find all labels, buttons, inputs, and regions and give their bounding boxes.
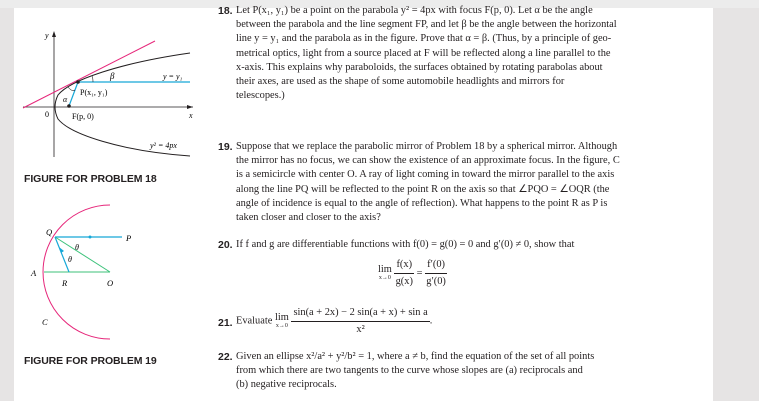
problem-line: telescopes.) [236,90,285,102]
problem-line: the mirror has no focus, we can show the existence of an approximate focus. In the figure, C [236,155,620,167]
lead-text: Evaluate [236,315,273,327]
problem-line: line y = y₁ and the parabola as in the figure. Prove that α = β. (Thus, by a principle of geo- [236,33,612,45]
label-x-axis: x [189,111,193,120]
figure-problem-18 [0,0,215,190]
equals-sign: = [416,268,423,280]
label-theta-1: θ [75,243,79,252]
numerator: f′(0) [425,258,447,274]
alpha-arc [68,87,75,91]
label-alpha: α [63,95,68,104]
problem-19 [218,140,708,225]
label-parabola: y² = 4px [150,141,177,150]
problem-line: from which there are two tangents to the curve whose slopes are (a) reciprocals and [236,365,583,377]
denominator: x² [356,324,365,336]
problem-18 [218,4,708,103]
problem-line: (b) negative reciprocals. [236,379,337,391]
point-f [67,104,71,108]
label-q: Q [46,227,53,237]
label-point: P(x₁, y₁) [80,88,108,97]
problem-number: 22. [218,351,233,363]
tangent-line [23,41,155,108]
limit-equation [378,258,447,289]
problem-number: 18. [218,5,233,17]
numerator: sin(a + 2x) − 2 sin(a + x) + sin a [291,306,429,322]
label-origin: 0 [45,110,49,119]
caption-figure-19: FIGURE FOR PROBLEM 19 [24,355,157,367]
lim-label: lim [378,263,392,275]
y-axis-arrow-icon [52,31,56,37]
problem-line: taken closer and closer to the axis? [236,212,381,224]
lim-subscript: x→0 [275,322,288,329]
problem-line: along the line PQ will be reflected to the point R on the axis so that ∠PQO = ∠OQR (the [236,183,610,195]
label-o: O [107,278,114,288]
point-p [76,80,80,84]
caption-figure-18: FIGURE FOR PROBLEM 18 [24,173,157,185]
x-axis-arrow-icon [187,105,193,109]
problem-line: Suppose that we replace the parabolic mirror of Problem 18 by a spherical mirror. Although [236,141,618,152]
label-r: R [62,278,68,288]
problem-line: between the parabola and the line segment FP, and let β be the angle between the horizontal [236,19,617,31]
label-theta-2: θ [68,255,72,264]
limit-expression [236,306,432,337]
ray-arrow-icon [89,236,92,239]
label-c: C [42,317,48,327]
problem-line: Given an ellipse x²/a² + y²/b² = 1, where a ≠ b, find the equation of the set of all points [236,351,595,362]
lim-subscript: x→0 [378,274,391,281]
problem-number: 21. [218,317,233,329]
label-line: y = y₁ [163,72,183,81]
denominator: g′(0) [426,276,446,288]
label-focus: F(p, 0) [72,112,94,121]
lim-label: lim [274,311,289,323]
beta-arc [92,76,93,82]
problem-number: 20. [218,239,233,251]
problem-line: is a semicircle with center O. A ray of light coming in toward the mirror parallel to the axis [236,169,615,181]
denominator: g(x) [395,276,413,288]
problem-20 [218,238,708,288]
problem-line: their axes, are used as the shape of some automobile headlights and mirrors for [236,76,565,88]
period: . [429,315,433,327]
label-y-axis: y [45,31,49,40]
numerator: f(x) [394,258,414,274]
label-beta: β [110,71,115,81]
figure-problem-19 [0,195,215,355]
label-p: P [126,233,132,243]
problem-22 [218,350,708,393]
reflected-ray [55,237,69,272]
radius-oq [55,237,110,272]
problem-line: If f and g are differentiable functions with f(0) = g(0) = 0 and g′(0) ≠ 0, show that [236,239,575,250]
problem-number: 19. [218,141,233,153]
problem-line: Let P(x₁, y₁) be a point on the parabola y² = 4px with focus F(p, 0). Let α be the angle [236,5,593,16]
label-a: A [31,268,37,278]
problem-line: metrical optics, light from a source placed at F will be reflected along a line parallel to the [236,47,611,59]
problem-line: angle of incidence is equal to the angle of reflection). What happens to the point R as P is [236,197,608,209]
problem-line: x-axis. This explains why paraboloids, the surfaces obtained by rotating parabolas about [236,61,603,73]
